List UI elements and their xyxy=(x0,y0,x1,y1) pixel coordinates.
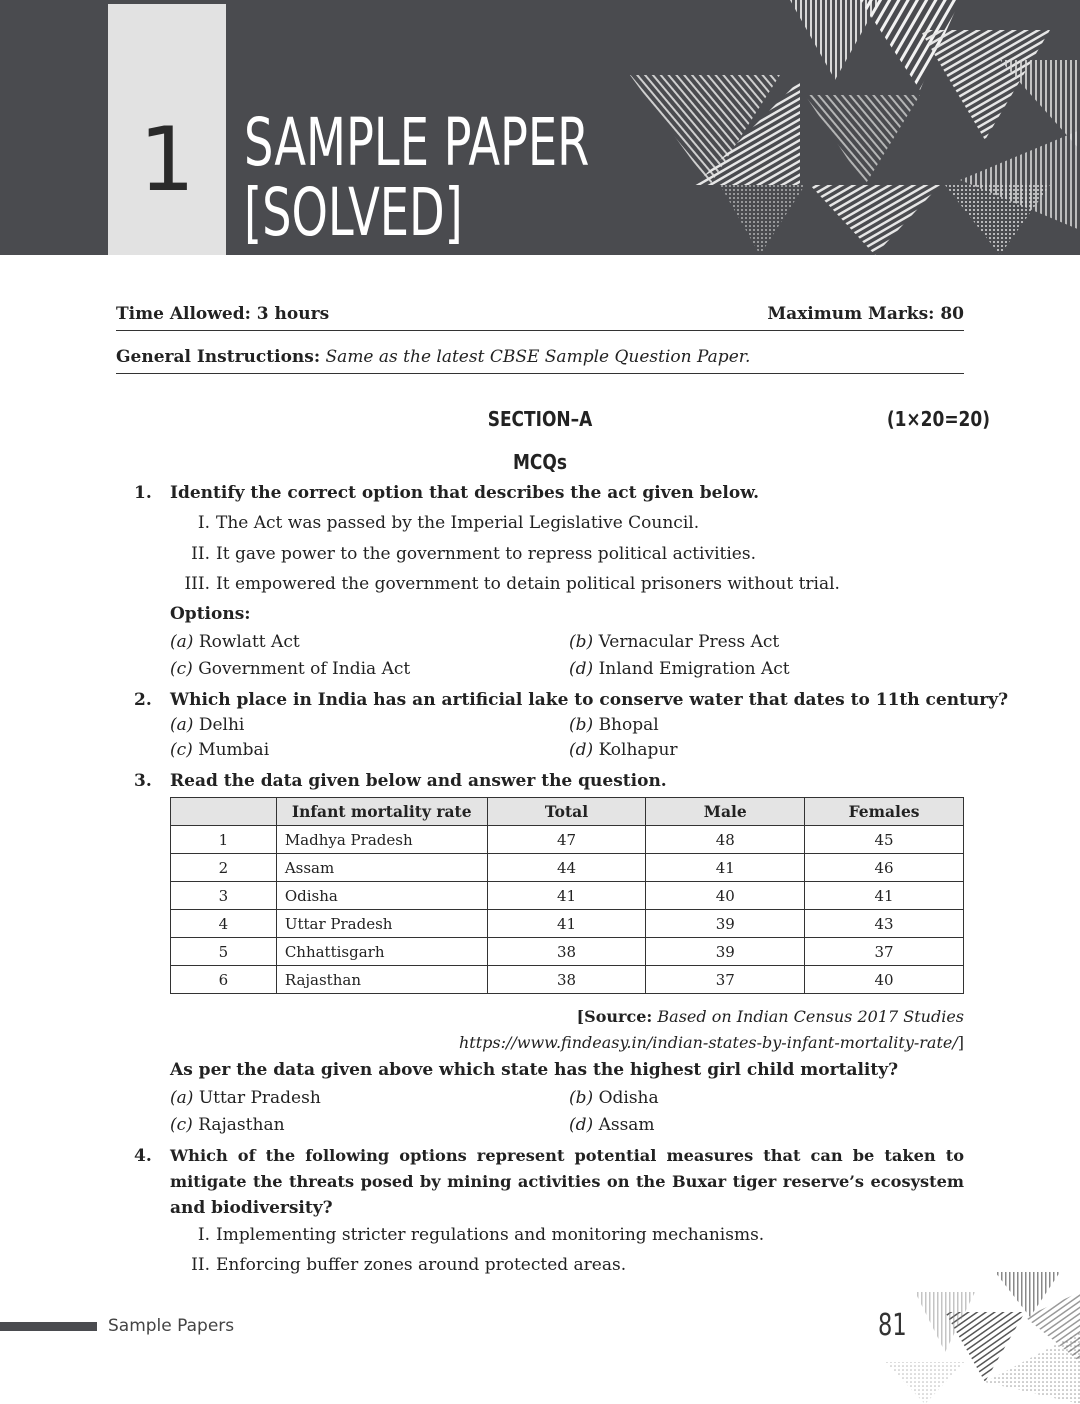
option-d: (d) Assam xyxy=(569,1115,655,1135)
table-header-cell: Total xyxy=(487,798,646,826)
page-number: 81 xyxy=(878,1308,907,1343)
chapter-number: 1 xyxy=(139,108,195,211)
table-cell: 47 xyxy=(487,826,646,854)
footer-label: Sample Papers xyxy=(108,1316,235,1336)
source-label: [Source: xyxy=(576,1007,653,1026)
table-cell: 41 xyxy=(487,882,646,910)
option-b: (b) Odisha xyxy=(569,1088,659,1108)
footer-pattern-decoration xyxy=(885,1272,1080,1404)
table-cell: 48 xyxy=(646,826,805,854)
footer-bar xyxy=(0,1322,97,1331)
option-c: (c) Rajasthan xyxy=(170,1115,285,1135)
source-close: ] xyxy=(957,1033,964,1052)
statement-number: I. xyxy=(197,1225,210,1245)
table-row xyxy=(171,882,964,910)
table-cell: 41 xyxy=(487,910,646,938)
time-allowed: Time Allowed: 3 hours xyxy=(116,304,330,324)
table-cell: 41 xyxy=(646,854,805,882)
question-text-line: and biodiversity? xyxy=(170,1198,333,1218)
statement-number: II. xyxy=(191,1255,210,1275)
source-url: https://www.findeasy.in/indian-states-by-infant-mortality-rate/ xyxy=(458,1033,958,1052)
table-cell: 44 xyxy=(487,854,646,882)
table-cell: 45 xyxy=(805,826,964,854)
table-row xyxy=(171,938,964,966)
question-text-line: mitigate the threats posed by mining activities on the Buxar tiger reserve’s ecosystem xyxy=(170,1172,964,1191)
infant-mortality-table xyxy=(170,797,964,994)
table-header-cell: Infant mortality rate xyxy=(276,798,487,826)
source-citation xyxy=(577,1007,964,1026)
chapter-title xyxy=(244,104,590,251)
option-b: (b) Bhopal xyxy=(569,715,659,735)
chapter-number-box xyxy=(108,4,226,255)
section-subtitle: MCQs xyxy=(513,450,567,474)
statement-text: The Act was passed by the Imperial Legislative Council. xyxy=(216,513,700,533)
option-b: (b) Vernacular Press Act xyxy=(569,632,780,652)
option-a: (a) Delhi xyxy=(170,715,245,735)
table-cell: Madhya Pradesh xyxy=(276,826,487,854)
table-cell: 37 xyxy=(646,966,805,994)
question-text: As per the data given above which state has the highest girl child mortality? xyxy=(170,1060,899,1080)
instructions-label: General Instructions: xyxy=(116,347,321,367)
option-c: (c) Mumbai xyxy=(170,740,270,760)
exam-meta-row xyxy=(116,304,964,324)
table-cell: 41 xyxy=(805,882,964,910)
table-cell: 6 xyxy=(171,966,277,994)
table-cell: 4 xyxy=(171,910,277,938)
chapter-header xyxy=(0,0,1080,255)
table-row xyxy=(171,854,964,882)
option-c: (c) Government of India Act xyxy=(170,659,411,679)
table-header-row xyxy=(171,798,964,826)
table-cell: 39 xyxy=(646,938,805,966)
title-line-2: [SOLVED] xyxy=(244,174,463,251)
divider xyxy=(116,373,964,374)
title-line-1: SAMPLE PAPER xyxy=(244,104,590,181)
table-cell: Assam xyxy=(276,854,487,882)
option-d: (d) Inland Emigration Act xyxy=(569,659,790,679)
table-cell: 38 xyxy=(487,938,646,966)
table-cell: 38 xyxy=(487,966,646,994)
question-text: Read the data given below and answer the question. xyxy=(170,771,667,791)
table-cell: 1 xyxy=(171,826,277,854)
statement-text: Enforcing buffer zones around protected areas. xyxy=(216,1255,627,1275)
maximum-marks: Maximum Marks: 80 xyxy=(767,304,964,324)
section-marks: (1×20=20) xyxy=(886,407,990,431)
table-cell: 40 xyxy=(646,882,805,910)
option-a: (a) Uttar Pradesh xyxy=(170,1088,321,1108)
question-number: 1. xyxy=(134,483,152,503)
table-cell: 37 xyxy=(805,938,964,966)
table-cell: 46 xyxy=(805,854,964,882)
table-cell: Chhattisgarh xyxy=(276,938,487,966)
table-row xyxy=(171,966,964,994)
statement-number: II. xyxy=(191,544,210,564)
table-row xyxy=(171,910,964,938)
question-number: 2. xyxy=(134,690,152,710)
table-cell: 5 xyxy=(171,938,277,966)
option-a: (a) Rowlatt Act xyxy=(170,632,300,652)
question-text: Identify the correct option that describes the act given below. xyxy=(170,483,760,503)
instructions-text: Same as the latest CBSE Sample Question Paper. xyxy=(325,347,751,367)
source-url-line xyxy=(459,1033,964,1052)
table-header-cell xyxy=(171,798,277,826)
question-text-line: Which of the following options represent potential measures that can be taken to xyxy=(170,1146,964,1165)
table-cell: Rajasthan xyxy=(276,966,487,994)
table-cell: 43 xyxy=(805,910,964,938)
table-cell: 40 xyxy=(805,966,964,994)
general-instructions xyxy=(116,347,964,367)
table-cell: 39 xyxy=(646,910,805,938)
table-row xyxy=(171,826,964,854)
statement-text: Implementing stricter regulations and monitoring mechanisms. xyxy=(216,1225,765,1245)
source-text: Based on Indian Census 2017 Studies xyxy=(657,1007,964,1026)
statement-number: III. xyxy=(184,574,210,594)
table-cell: 2 xyxy=(171,854,277,882)
statement-text: It empowered the government to detain political prisoners without trial. xyxy=(216,574,840,594)
question-number: 3. xyxy=(134,771,152,791)
table-cell: 3 xyxy=(171,882,277,910)
statement-text: It gave power to the government to repress political activities. xyxy=(216,544,756,564)
table-header-cell: Male xyxy=(646,798,805,826)
options-label: Options: xyxy=(170,604,251,624)
option-d: (d) Kolhapur xyxy=(569,740,678,760)
question-text: Which place in India has an artificial lake to conserve water that dates to 11th century? xyxy=(170,690,1009,710)
geometric-pattern-decoration xyxy=(620,0,1080,255)
statement-number: I. xyxy=(197,513,210,533)
divider xyxy=(116,330,964,331)
table-cell: Odisha xyxy=(276,882,487,910)
section-title: SECTION–A xyxy=(487,407,593,431)
table-header-cell: Females xyxy=(805,798,964,826)
table-cell: Uttar Pradesh xyxy=(276,910,487,938)
question-number: 4. xyxy=(134,1146,152,1166)
